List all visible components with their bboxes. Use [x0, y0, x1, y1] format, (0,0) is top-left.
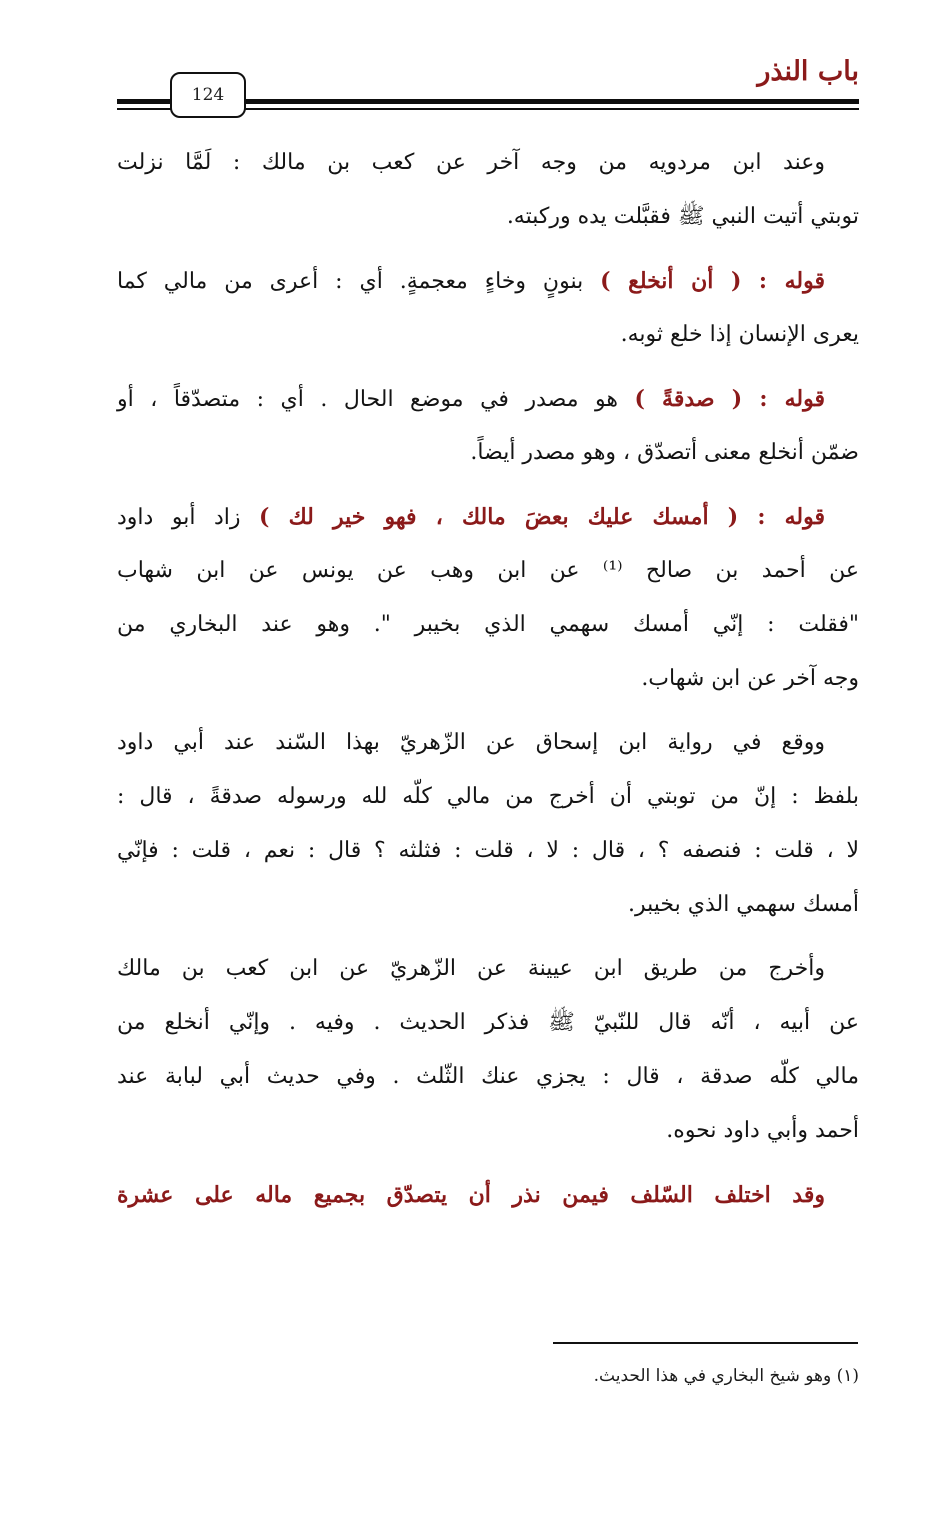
chapter-title: باب النذر — [757, 56, 859, 87]
text-line — [117, 254, 859, 308]
text-segment: زاد أبو داود — [117, 505, 259, 530]
text-line: وعند ابن مردويه من وجه آخر عن كعب بن مالك : لَمَّا نزلت — [117, 150, 825, 175]
page-number: 124 — [170, 72, 246, 118]
text-line: أحمد وأبي داود نحوه. — [666, 1118, 859, 1143]
text-line: أمسك سهمي الذي بخيبر. — [628, 892, 859, 917]
main-text — [117, 136, 859, 1222]
quote-label: قوله : ( أمسك عليك بعضَ مالك ، فهو خير لك ) — [258, 504, 825, 530]
text-line: وجه آخر عن ابن شهاب. — [641, 666, 859, 691]
text-line: مالي كلّه صدقة ، قال : يجزي عنك الثّلث . وفي حديث أبي لبابة عند — [117, 1064, 859, 1089]
text-line — [117, 490, 859, 544]
footnote-divider — [553, 1342, 858, 1344]
footnote: (١) وهو شيخ البخاري في هذا الحديث. — [593, 1366, 859, 1386]
text-line: توبتي أتيت النبي ﷺ فقبَّلت يده وركبته. — [506, 204, 859, 229]
text-line — [117, 372, 859, 426]
text-line: بلفظ : إنّ من توبتي أن أخرج من مالي كلّه لله ورسوله صدقةً ، قال : — [117, 784, 859, 809]
text-line-highlight: وقد اختلف السّلف فيمن نذر أن يتصدّق بجميع ماله على عشرة — [117, 1182, 825, 1208]
text-line: لا ، قلت : فنصفه ؟ ، قال : لا ، قلت : فثلثه ؟ قال : نعم ، قلت : فإنّي — [117, 838, 859, 863]
text-segment: بنونٍ وخاءٍ معجمةٍ. أي : أعرى من مالي كما — [117, 269, 601, 294]
text-line: ووقع في رواية ابن إسحاق عن الزّهريّ بهذا السّند عند أبي داود — [117, 730, 825, 755]
text-line: عن أحمد بن صالح ⁽¹⁾ عن ابن وهب عن يونس عن ابن شهاب — [117, 558, 859, 583]
quote-label: قوله : ( أن أنخلع ) — [600, 268, 826, 294]
text-line: ضمّن أنخلع معنى أتصدّق ، وهو مصدر أيضاً. — [470, 440, 859, 465]
text-segment: هو مصدر في موضع الحال . أي : متصدّقاً ، أو — [117, 387, 635, 412]
text-line: يعرى الإنسان إذا خلع ثوبه. — [620, 322, 859, 347]
text-line: عن أبيه ، أنّه قال للنّبيّ ﷺ فذكر الحديث . وفيه . وإنّي أنخلع من — [117, 1010, 859, 1035]
text-line: وأخرج من طريق ابن عيينة عن الزّهريّ عن ابن كعب بن مالك — [117, 956, 825, 981]
text-line: "فقلت : إنّي أمسك سهمي الذي بخيبر ". وهو عند البخاري من — [117, 612, 859, 637]
quote-label: قوله : ( صدقةً ) — [634, 386, 825, 412]
